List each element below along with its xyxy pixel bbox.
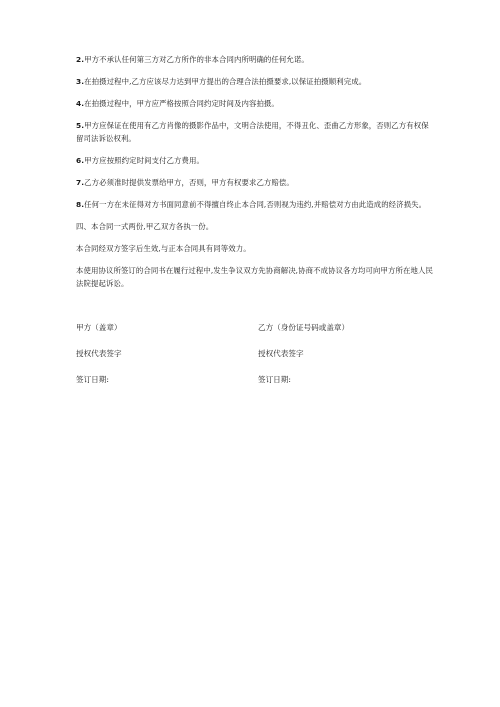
clause-number: 5. <box>76 121 85 130</box>
effectiveness-clause <box>76 242 436 255</box>
clause-text: 本使用协议所签订的合同书在履行过程中,发生争议双方先协商解决,协商不成协议各方均可向甲方所在地人民法院提起诉讼。 <box>76 266 433 288</box>
clause-number: 8. <box>76 200 85 209</box>
contract-clauses <box>76 53 436 299</box>
clause-text: 甲方应保证在使用有乙方肖像的摄影作品中，文明合法使用，不得丑化、歪曲乙方形象，否则乙方有权保留司法诉讼权利。 <box>76 121 429 143</box>
dispute-clause <box>76 264 436 290</box>
clause-7 <box>76 176 436 189</box>
clause-number: 2. <box>76 55 85 64</box>
clause-8 <box>76 198 436 211</box>
party-a-signature-label: 授权代表签字 <box>76 349 122 358</box>
party-b-signature-label: 授权代表签字 <box>258 349 304 358</box>
clause-text: 四、本合同一式两份,甲乙双方各执一份。 <box>76 222 214 231</box>
clause-text: 本合同经双方签字后生效,与正本合同具有同等效力。 <box>76 244 251 253</box>
clause-text: 在拍摄过程中,乙方应该尽力达到甲方提出的合理合法拍摄要求,以保证拍摄顺利完成。 <box>84 77 367 86</box>
clause-2 <box>76 53 436 66</box>
clause-4 <box>76 97 436 110</box>
clause-number: 6. <box>76 156 85 165</box>
clause-text: 在拍摄过程中，甲方应严格按照合同约定时间及内容拍摄。 <box>84 99 279 108</box>
clause-text: 任何一方在未征得对方书面同意前不得擅自终止本合同,否则视为违约,并赔偿对方由此造成的经济损失。 <box>84 200 427 209</box>
party-a-date-label: 签订日期: <box>76 375 109 384</box>
section-four <box>76 220 436 233</box>
party-b-seal-label: 乙方（身份证号码或盖章） <box>258 323 350 332</box>
clause-3 <box>76 75 436 88</box>
clause-5 <box>76 119 436 145</box>
clause-text: 乙方必须准时提供发票给甲方，否则，甲方有权要求乙方赔偿。 <box>84 178 294 187</box>
clause-number: 7. <box>76 178 85 187</box>
clause-6 <box>76 154 436 167</box>
party-b-date-label: 签订日期: <box>258 375 291 384</box>
clause-text: 甲方不承认任何第三方对乙方所作的非本合同内所明确的任何允诺。 <box>84 55 309 64</box>
party-a-seal-label: 甲方（盖章） <box>76 323 122 332</box>
clause-number: 3. <box>76 77 85 86</box>
clause-number: 4. <box>76 99 85 108</box>
clause-text: 甲方应按照约定时间支付乙方费用。 <box>84 156 205 165</box>
